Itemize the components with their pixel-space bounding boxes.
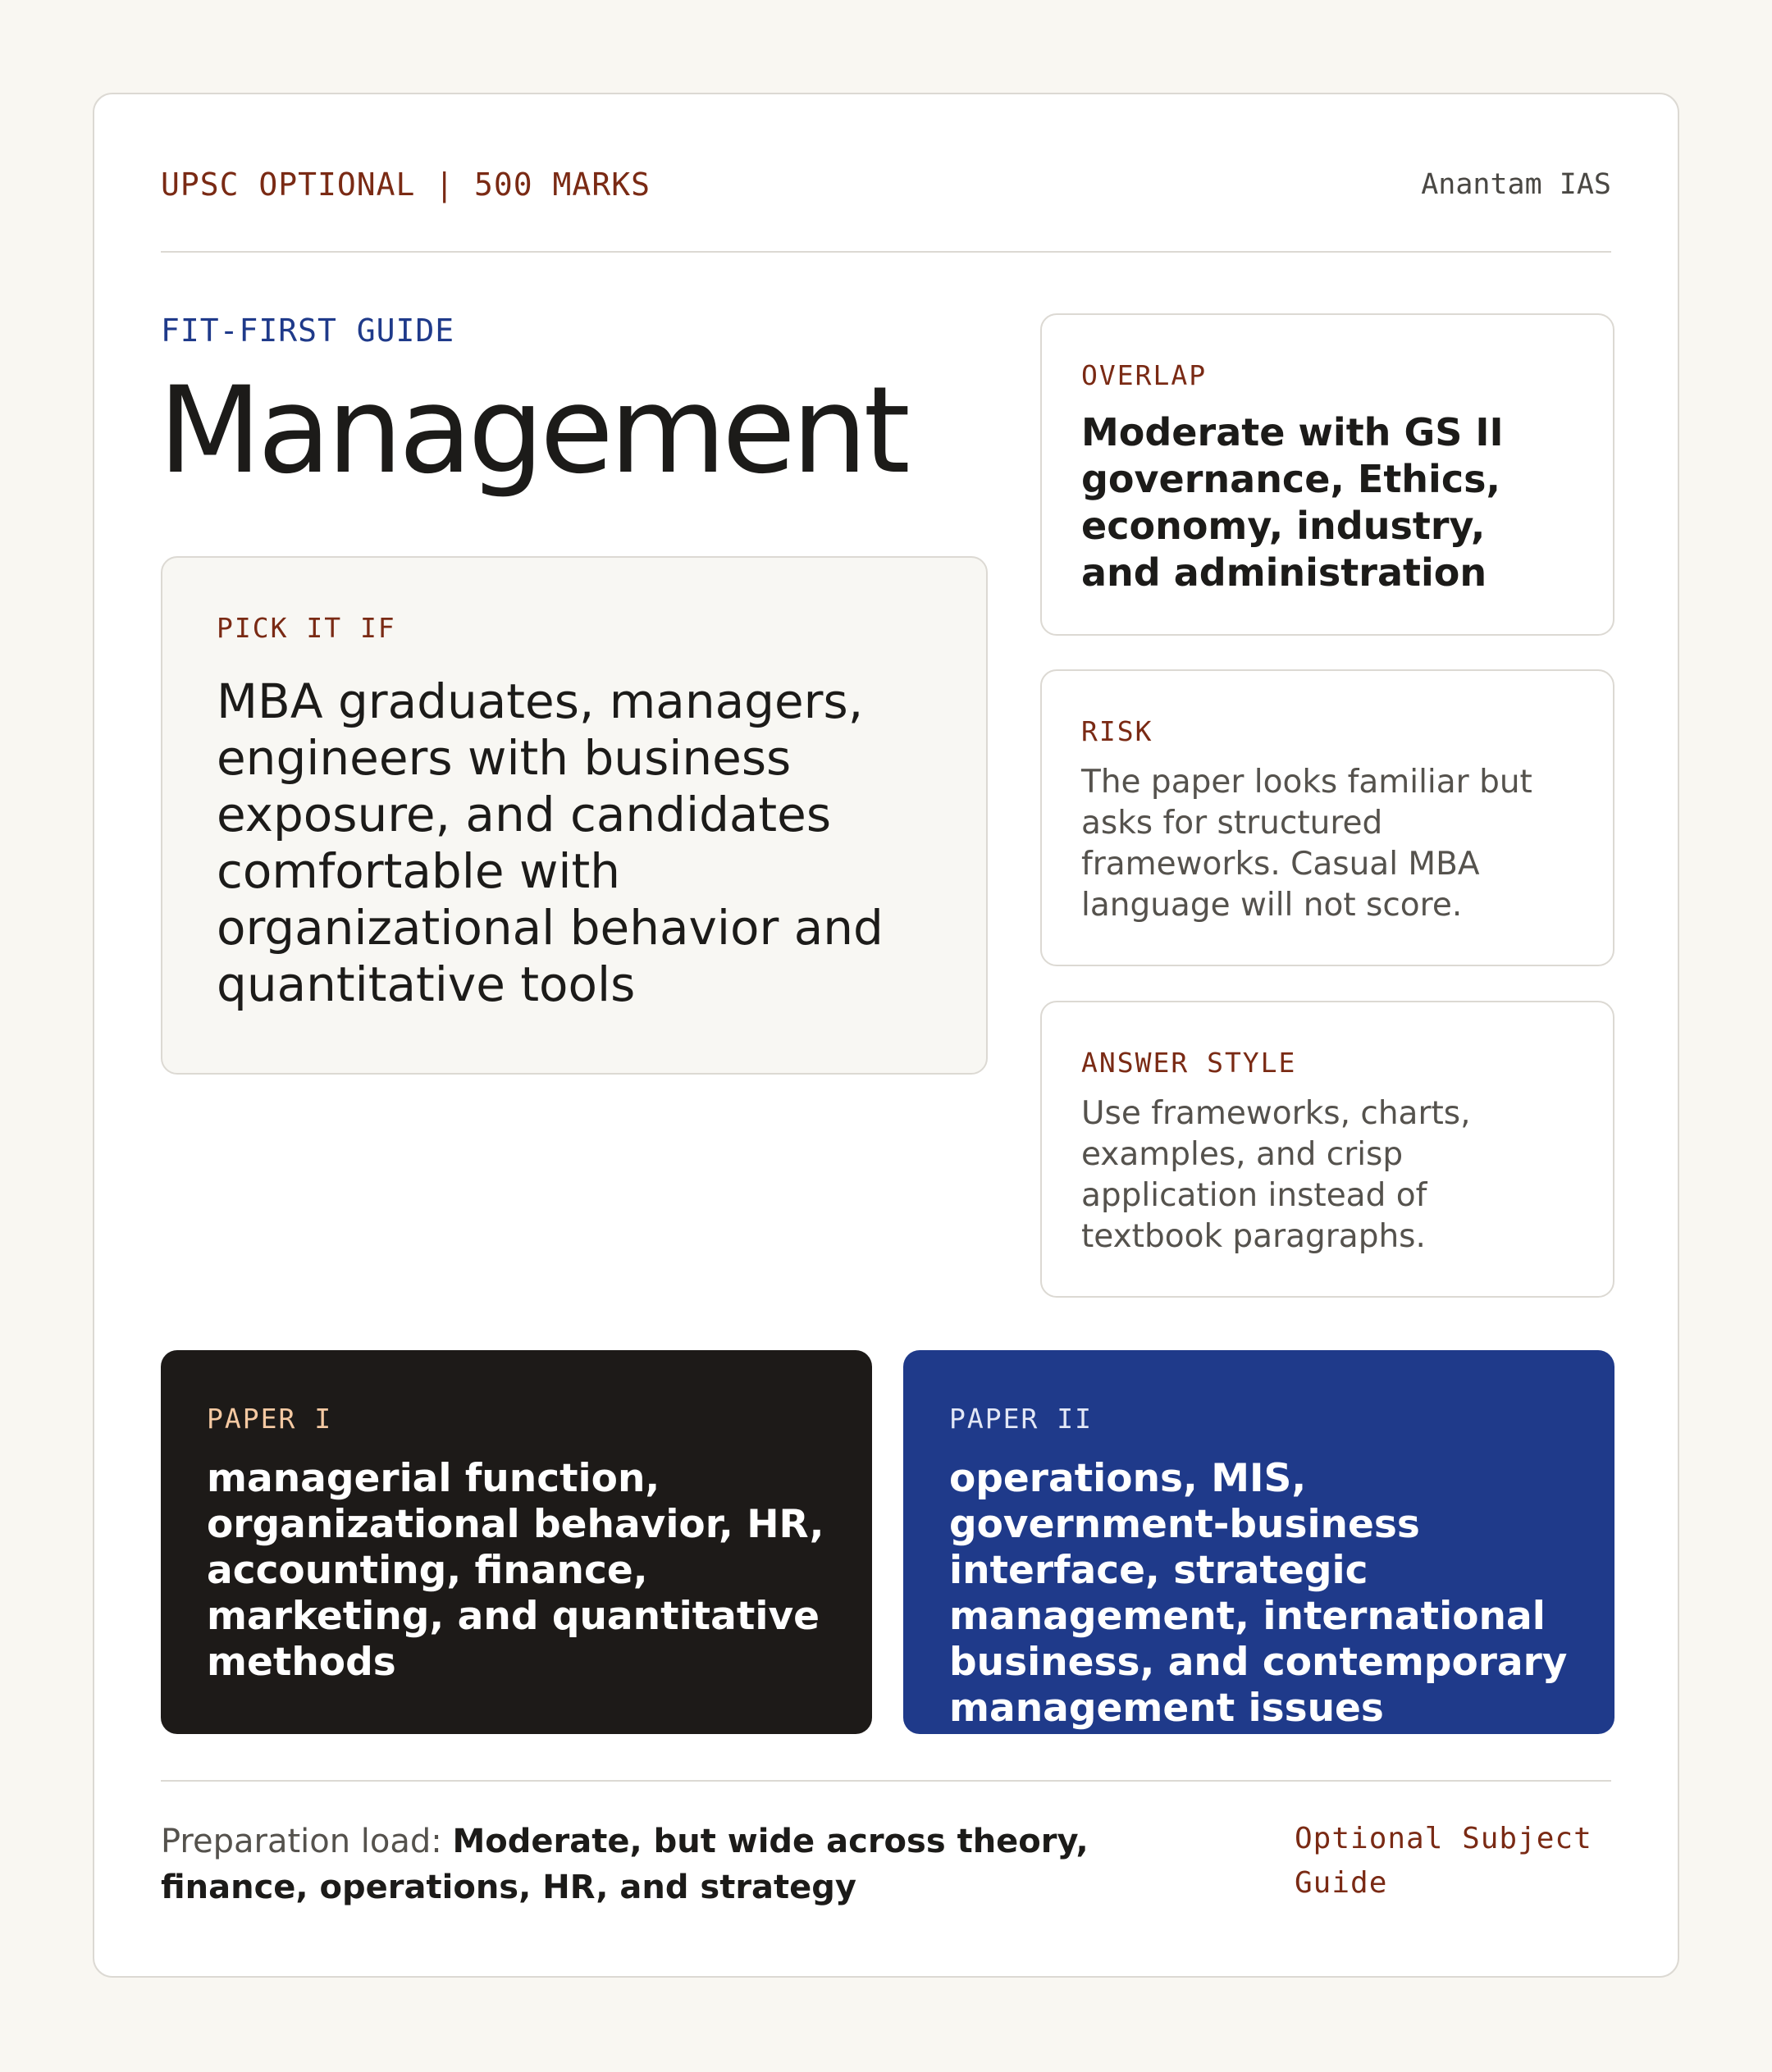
paper-one-panel (161, 1350, 872, 1734)
answer-style-panel (1040, 1001, 1614, 1298)
paper-two-label: PAPER II (949, 1403, 1093, 1435)
overlap-panel (1040, 313, 1614, 636)
footer-divider (161, 1780, 1611, 1782)
risk-label: RISK (1081, 715, 1153, 747)
pick-it-if-panel (161, 556, 988, 1075)
guide-card (93, 93, 1679, 1978)
pick-it-if-text: MBA graduates, managers, engineers with business exposure, and candidates comfortable with organizational behavior and quantitative tools (217, 673, 884, 1012)
header-brand: Anantam IAS (1421, 168, 1611, 201)
answer-style-text: Use frameworks, charts, examples, and crisp application instead of textbook paragraphs. (1081, 1095, 1471, 1255)
overlap-text: Moderate with GS II governance, Ethics, economy, industry, and administration (1081, 410, 1504, 595)
risk-panel (1040, 669, 1614, 966)
preparation-load-value: Moderate, but wide across theory, finance, operations, HR, and strategy (161, 1823, 1089, 1906)
paper-two-panel (903, 1350, 1614, 1734)
answer-style-label: ANSWER STYLE (1081, 1047, 1297, 1079)
page-title: Management (158, 361, 907, 500)
guide-kicker: FIT-FIRST GUIDE (161, 313, 455, 349)
paper-one-text: managerial function, organizational behavior, HR, accounting, finance, marketing, and quantitative methods (207, 1456, 824, 1685)
pick-it-if-label: PICK IT IF (217, 612, 396, 644)
overlap-label: OVERLAP (1081, 359, 1208, 391)
header-exam-label: UPSC OPTIONAL | 500 MARKS (161, 167, 651, 203)
preparation-load-label: Preparation load: (161, 1823, 453, 1860)
footer-guide-label: Optional Subject Guide (1295, 1822, 1592, 1900)
paper-one-label: PAPER I (207, 1403, 333, 1435)
risk-text: The paper looks familiar but asks for structured frameworks. Casual MBA language will not score. (1081, 764, 1532, 924)
paper-two-text: operations, MIS, government-business interface, strategic management, international business, and contemporary management issues (949, 1456, 1568, 1731)
preparation-load (161, 1819, 1227, 1910)
header-divider (161, 251, 1611, 253)
